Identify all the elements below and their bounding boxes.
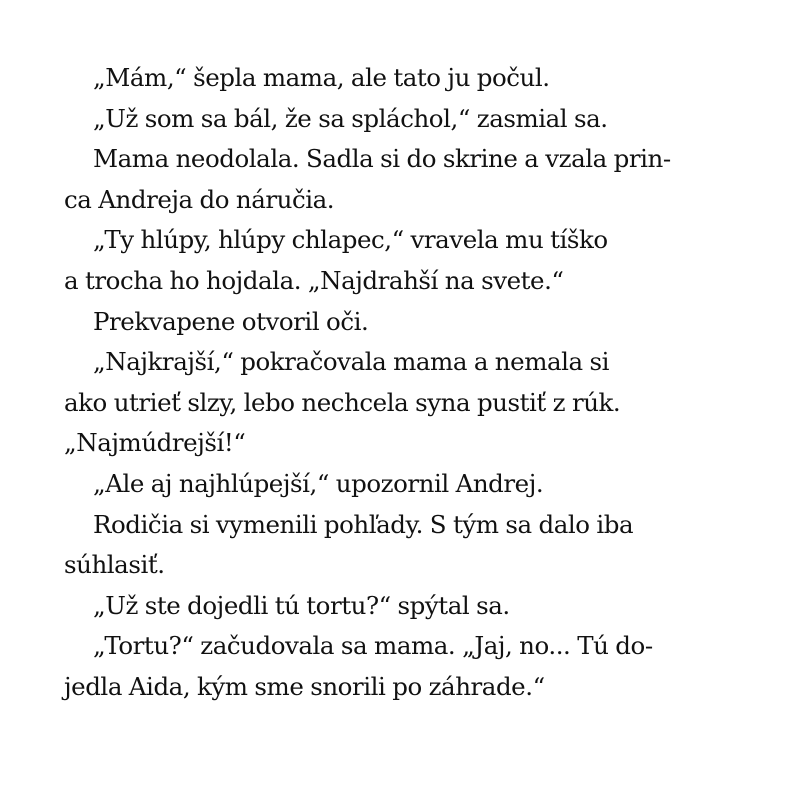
text-line: súhlasiť. xyxy=(64,550,165,580)
text-line: „Ty hlúpy, hlúpy chlapec,“ vravela mu tíško xyxy=(93,225,608,255)
text-line: „Najkrajší,“ pokračovala mama a nemala si xyxy=(93,347,610,377)
text-line: Rodičia si vymenili pohľady. S tým sa dalo iba xyxy=(93,509,634,539)
text-line: Mama neodolala. Sadla si do skrine a vzala prin- xyxy=(93,144,671,174)
text-line: „Už som sa bál, že sa spláchol,“ zasmial sa. xyxy=(93,103,608,133)
text-line: jedla Aida, kým sme snorili po záhrade.“ xyxy=(64,671,545,701)
text-line: „Ale aj najhlúpejší,“ upozornil Andrej. xyxy=(93,468,544,498)
text-line: „Najmúdrejší!“ xyxy=(64,428,246,458)
text-line: a trocha ho hojdala. „Najdrahší na svete.“ xyxy=(64,265,564,295)
text-line: „Už ste dojedli tú tortu?“ spýtal sa. xyxy=(93,590,510,620)
text-line: „Tortu?“ začudovala sa mama. „Jaj, no... Tú do- xyxy=(93,631,653,661)
text-line: ca Andreja do náručia. xyxy=(64,184,335,214)
text-line: „Mám,“ šepla mama, ale tato ju počul. xyxy=(93,63,550,92)
text-line: ako utrieť slzy, lebo nechcela syna pustiť z rúk. xyxy=(64,387,621,417)
text-line: Prekvapene otvoril oči. xyxy=(93,306,369,336)
story-text xyxy=(64,58,744,708)
